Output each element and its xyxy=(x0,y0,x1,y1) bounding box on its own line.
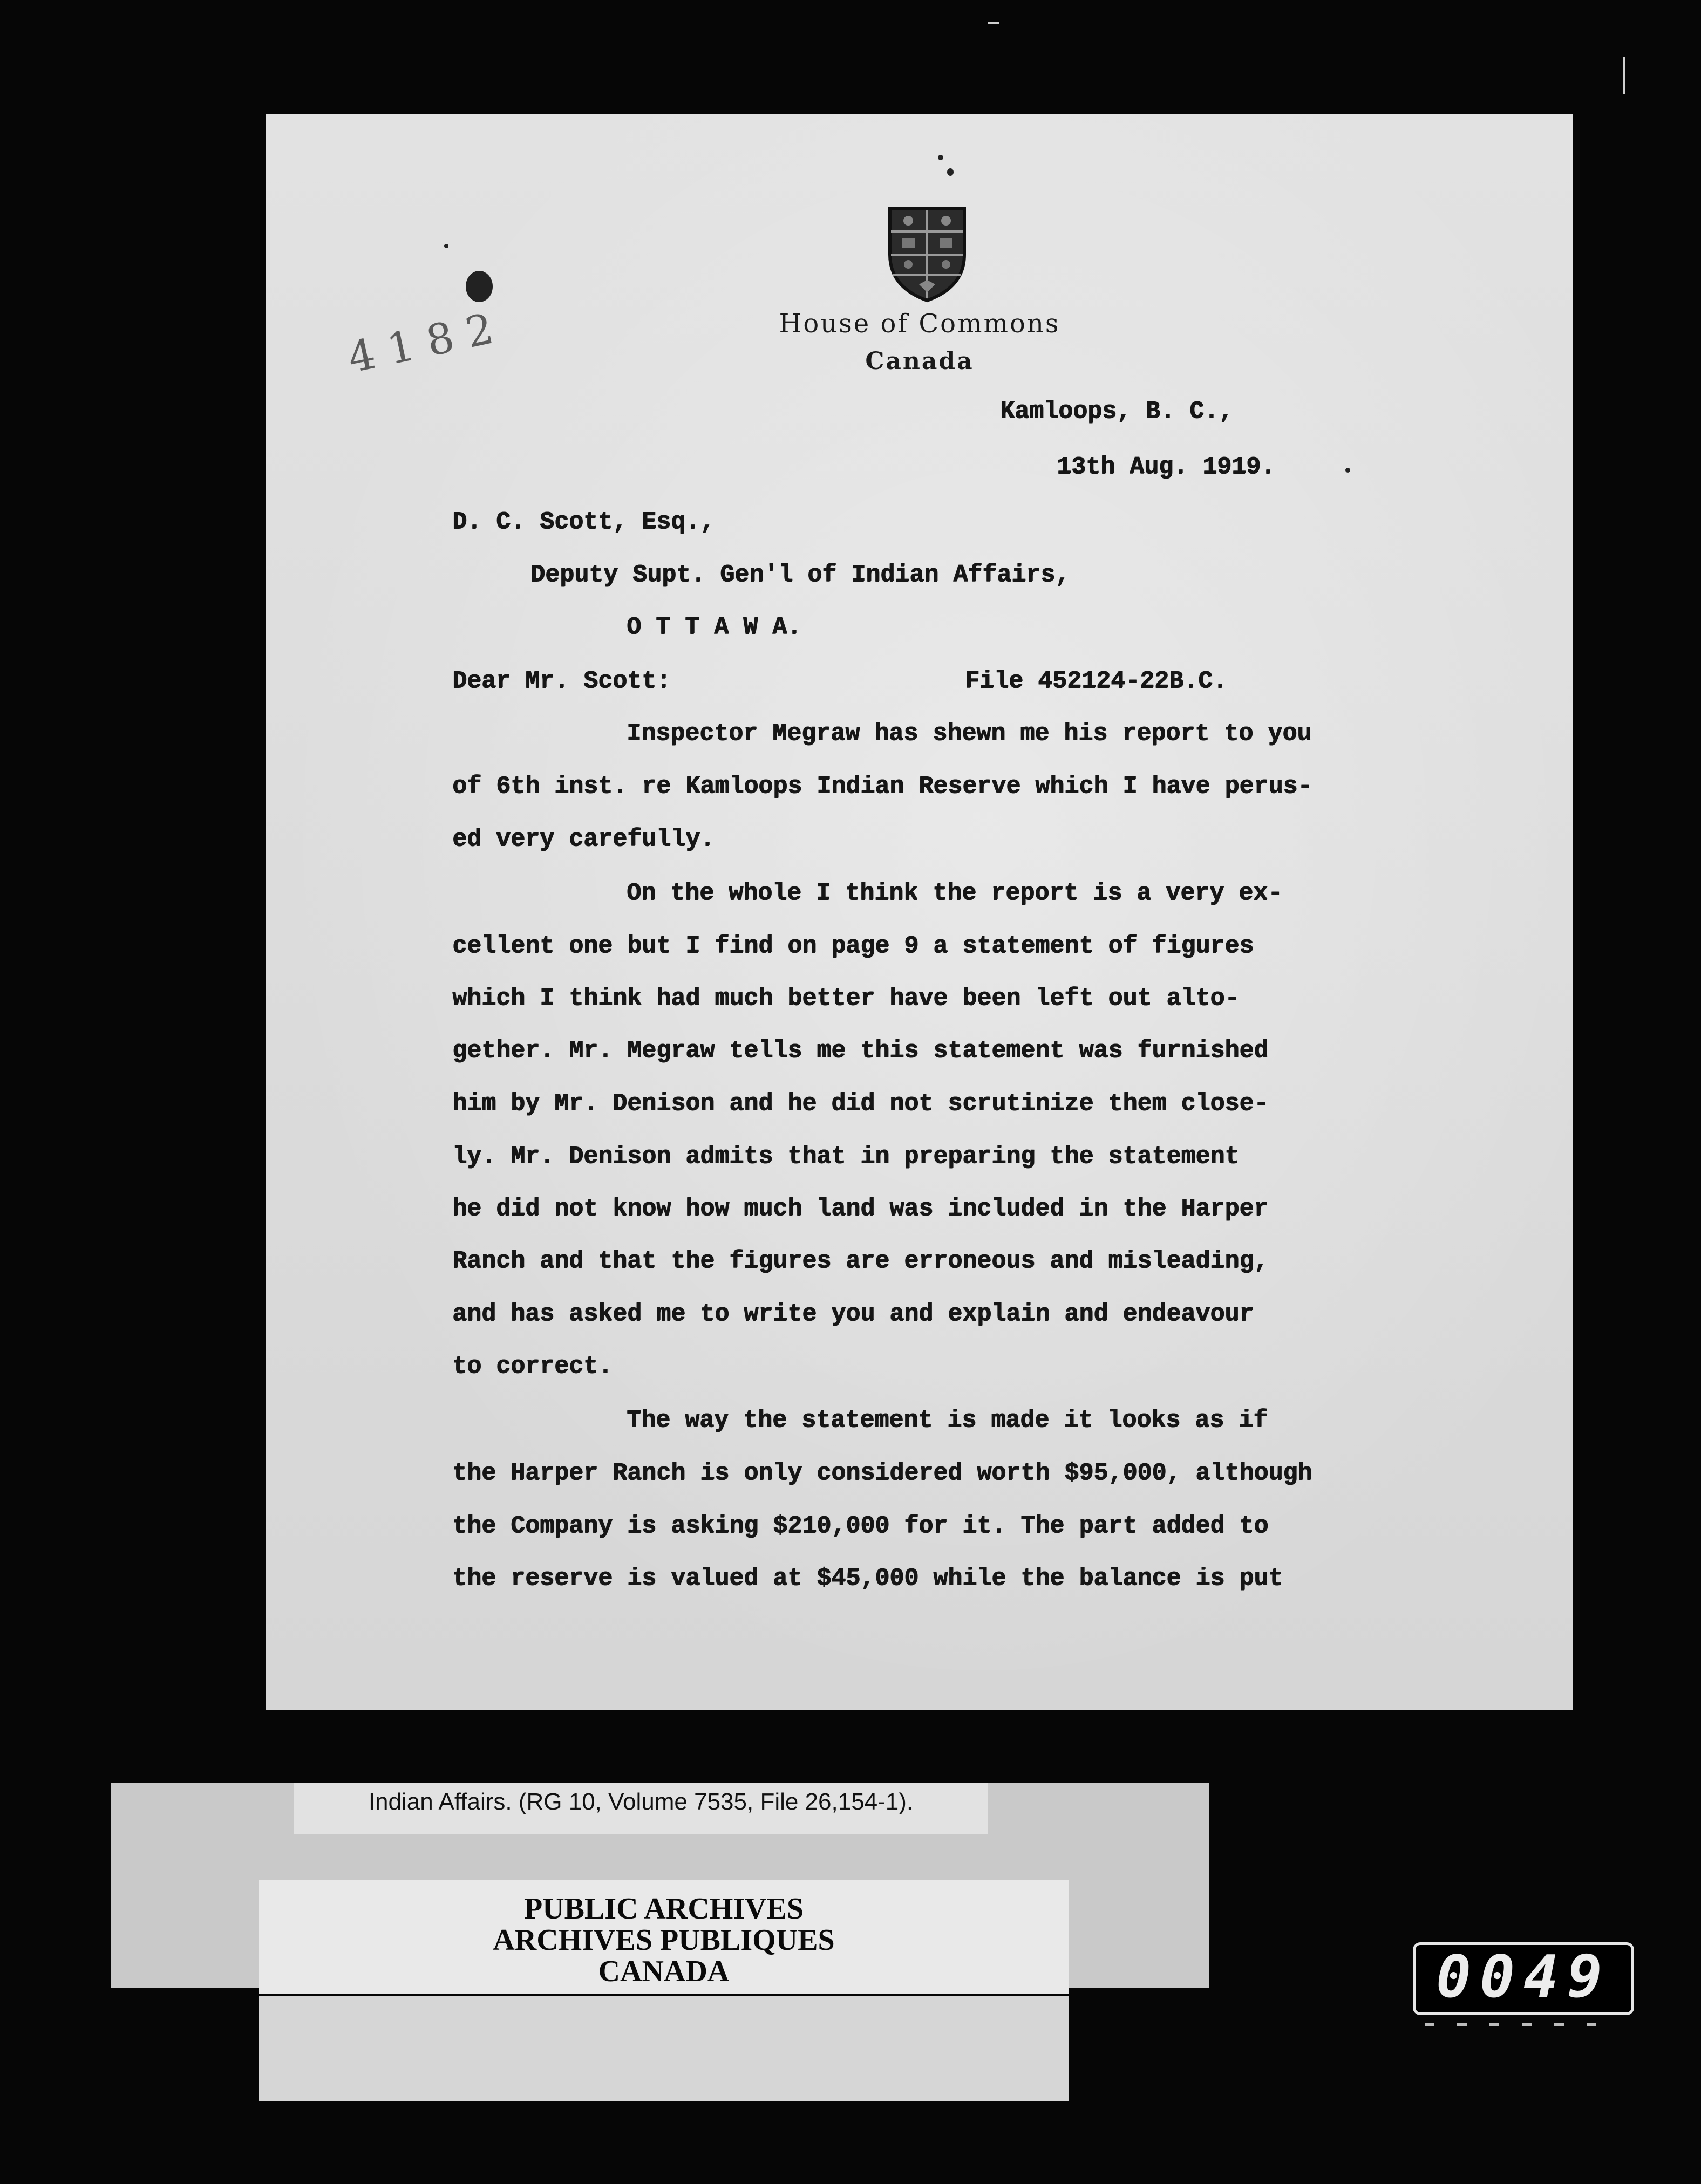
letter-place: Kamloops, B. C., xyxy=(1000,398,1234,425)
film-edge-mark xyxy=(988,22,999,24)
margin-pencil-note: 4 1 8 2 xyxy=(343,304,498,383)
archive-line-public-archives: PUBLIC ARCHIVES xyxy=(523,1892,804,1926)
addressee-city: O T T A W A. xyxy=(627,613,802,641)
counter-tick xyxy=(1425,2023,1434,2026)
ink-blot xyxy=(466,271,493,302)
ink-blot xyxy=(947,168,954,176)
letter-sheet xyxy=(266,114,1573,1710)
body-line: he did not know how much land was included in the Harper xyxy=(452,1195,1269,1223)
body-line: cellent one but I find on page 9 a statement of figures xyxy=(452,932,1254,960)
frame-number: 0049 xyxy=(1435,1943,1611,2011)
body-line: the reserve is valued at $45,000 while the balance is put xyxy=(452,1565,1283,1592)
counter-tick xyxy=(1587,2023,1596,2026)
ink-blot xyxy=(938,155,943,160)
body-line: to correct. xyxy=(452,1353,613,1380)
archive-label-base xyxy=(259,1996,1069,2101)
body-line: and has asked me to write you and explain and endeavour xyxy=(452,1300,1254,1328)
body-line: the Company is asking $210,000 for it. The part added to xyxy=(452,1512,1269,1540)
archive-line-canada: CANADA xyxy=(598,1955,730,1988)
body-line: ly. Mr. Denison admits that in preparing the statement xyxy=(452,1143,1240,1170)
body-line: On the whole I think the report is a very ex- xyxy=(627,879,1283,907)
addressee-name: D. C. Scott, Esq., xyxy=(452,508,715,536)
counter-tick xyxy=(1522,2023,1532,2026)
counter-tick xyxy=(1554,2023,1564,2026)
body-line: The way the statement is made it looks as if xyxy=(627,1407,1268,1434)
file-reference: File 452124-22B.C. xyxy=(965,667,1228,695)
coat-of-arms-icon xyxy=(887,203,968,303)
body-line: him by Mr. Denison and he did not scrutinize them close- xyxy=(452,1090,1269,1117)
body-line: ed very carefully. xyxy=(452,825,715,853)
body-line: gether. Mr. Megraw tells me this statement was furnished xyxy=(452,1037,1269,1064)
archive-line-archives-publiques: ARCHIVES PUBLIQUES xyxy=(493,1923,835,1957)
letterhead-title: House of Commons xyxy=(779,309,1060,339)
ink-blot xyxy=(444,244,448,248)
salutation: Dear Mr. Scott: xyxy=(452,667,671,695)
addressee-title: Deputy Supt. Gen'l of Indian Affairs, xyxy=(530,561,1070,589)
counter-tick xyxy=(1489,2023,1499,2026)
body-line: Inspector Megraw has shewn me his report to you xyxy=(627,720,1312,747)
body-line: of 6th inst. re Kamloops Indian Reserve which I have perus- xyxy=(452,773,1312,800)
archive-reference: Indian Affairs. (RG 10, Volume 7535, File 26,154-1). xyxy=(368,1789,914,1815)
letter-date: 13th Aug. 1919. xyxy=(1057,453,1276,481)
body-line: the Harper Ranch is only considered worth $95,000, although xyxy=(452,1459,1312,1487)
ink-blot xyxy=(1345,468,1350,473)
body-line: Ranch and that the figures are erroneous and misleading, xyxy=(452,1247,1269,1275)
counter-tick xyxy=(1457,2023,1467,2026)
frame-counter xyxy=(1413,1942,1634,2015)
body-line: which I think had much better have been left out alto- xyxy=(452,985,1240,1012)
letterhead-country: Canada xyxy=(865,347,974,375)
film-edge-mark xyxy=(1623,57,1625,94)
